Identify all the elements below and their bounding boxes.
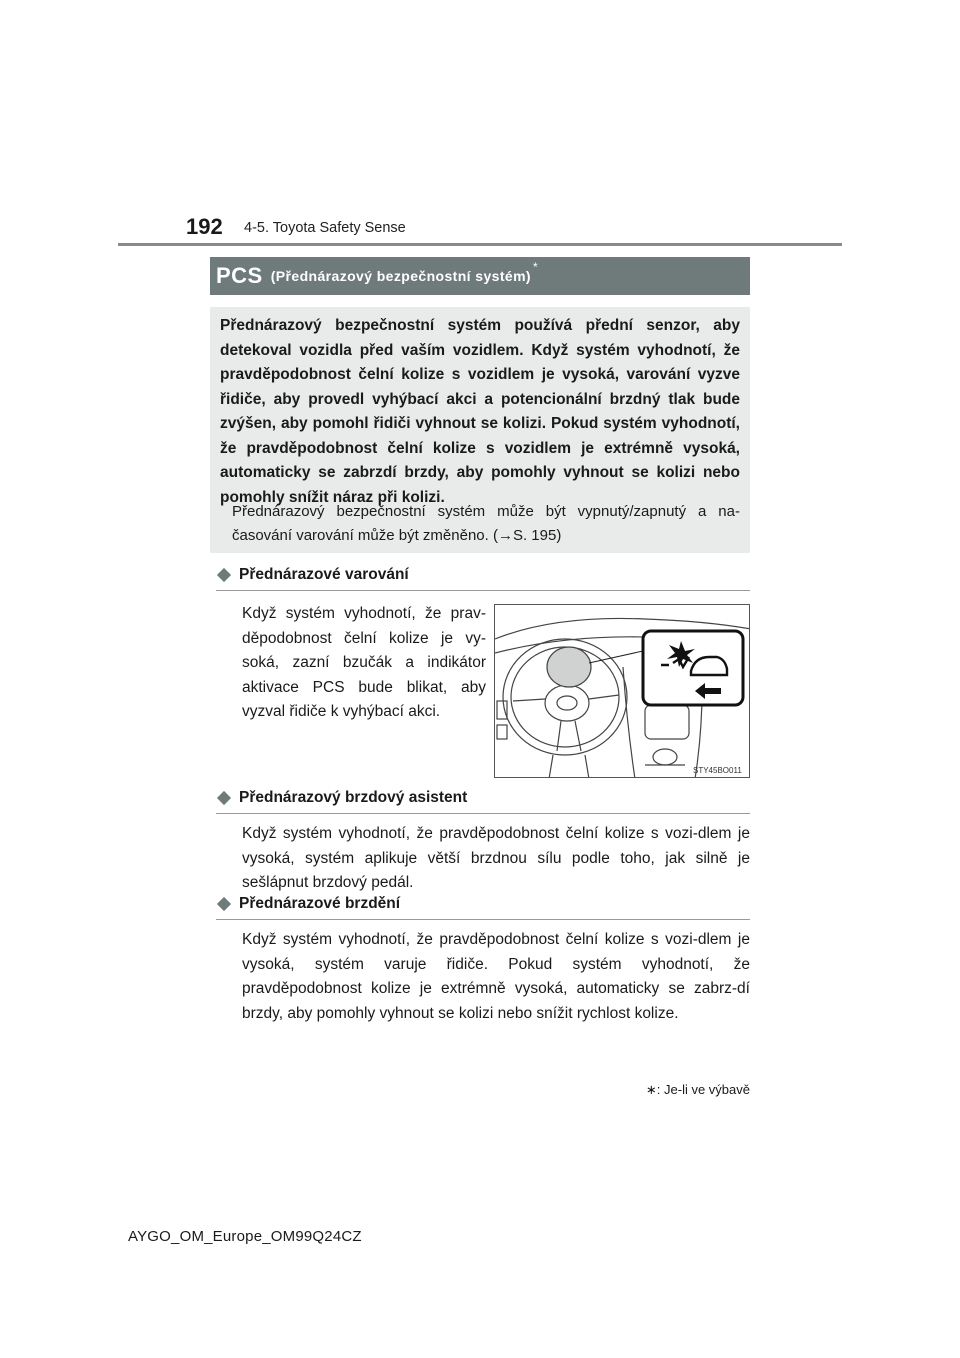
title-footnote-mark: * — [532, 260, 538, 274]
subheading-brake-assist — [216, 789, 467, 807]
page-number: 192 — [186, 214, 223, 239]
diamond-bullet-icon — [217, 791, 231, 805]
title-main: PCS — [216, 263, 263, 288]
intro-text: Přednárazový bezpečnostní systém používá přední senzor, aby detekoval vozidla před vaším vozidlem. Když systém vyhodnotí, že pravděpodobnost čelní kolize s vozidlem je vysoká, varování vyzve řidiče, aby provedl vyhýbací akci a potencionální brzdný tlak bude zvýšen, aby pomohl řidiči vyhnout se kolizi. Pokud systém vyhodnotí, že pravděpodobnost čelní kolize s vozidlem je extrémně vysoká, automaticky se zabrzdí brzdy, aby pomohly vyhnout se kolizi nebo pomohly snížit náraz při kolizi. — [220, 317, 740, 506]
section-title: 4-5. Toyota Safety Sense — [244, 220, 406, 236]
subheading-label: Přednárazové brzdění — [239, 895, 401, 912]
subheading-braking — [216, 895, 400, 913]
title-subtitle: (Přednárazový bezpečnostní systém) — [270, 268, 531, 284]
braking-paragraph: Když systém vyhodnotí, že pravděpodobnost čelní kolize s vozi-dlem je vysoká, systém varuje řidiče. Pokud systém vyhodnotí, že pravděpodobnost kolize je extrémně vysoká, automaticky se zabrz-dí brzdy, aby pomohly vyhnout se kolizi nebo snížit rychlost kolize. — [242, 931, 750, 1022]
diamond-bullet-icon — [217, 897, 231, 911]
steering-wheel-illustration — [495, 605, 750, 778]
intro-note: Přednárazový bezpečnostní systém může být vypnutý/zapnutý a na-časování varování může být změněno. (→S. 195) — [232, 503, 740, 544]
dashboard-illustration — [494, 604, 750, 778]
subheading-divider — [216, 590, 750, 591]
warning-paragraph: Když systém vyhodnotí, že prav-děpodobnost čelní kolize je vy-soká, zazní bzučák a indikátor aktivace PCS bude blikat, aby vyzval řidiče k vyhýbací akci. — [242, 605, 486, 720]
footnote: ∗: Je-li ve výbavě — [645, 1082, 750, 1097]
section-title-bar — [210, 257, 750, 295]
document-code: AYGO_OM_Europe_OM99Q24CZ — [128, 1228, 362, 1245]
subheading-label: Přednárazové varování — [239, 566, 409, 583]
subheading-label: Přednárazový brzdový asistent — [239, 789, 468, 806]
subheading-divider — [216, 919, 750, 920]
subheading-warning — [216, 566, 409, 584]
diamond-bullet-icon — [217, 568, 231, 582]
subheading-divider — [216, 813, 750, 814]
figure-caption: STY45BO011 — [693, 766, 742, 775]
header-divider — [118, 243, 842, 246]
brake-assist-paragraph: Když systém vyhodnotí, že pravděpodobnost čelní kolize s vozi-dlem je vysoká, systém aplikuje větší brzdnou sílu podle toho, jak silně je sešlápnut brzdový pedál. — [242, 825, 750, 891]
